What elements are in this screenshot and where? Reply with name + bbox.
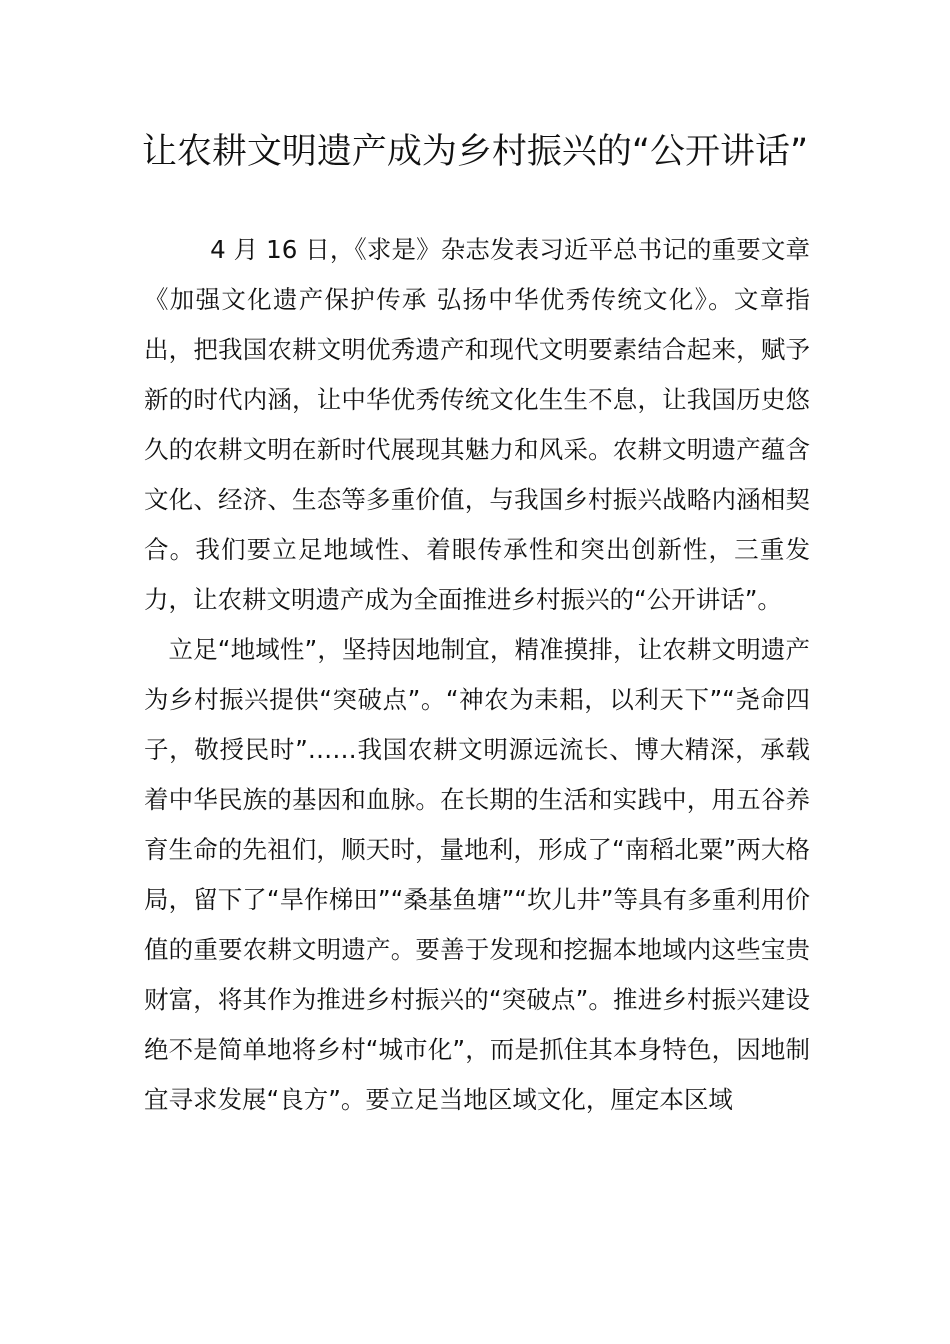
paragraph-regionality: 立足“地域性”，坚持因地制宜，精准摸排，让农耕文明遗产为乡村振兴提供“突破点”。“神农为耒耜，以利天下”“尧命四子，敬授民时”……我国农耕文明源远流长、博大精深，承载着中华民族的基因和血脉。在长期的生活和实践中，用五谷养育生命的先祖们，顺天时，量地利，形成了“南稻北粟”两大格局，留下了“旱作梯田”“桑基鱼塘”“坎儿井”等具有多重利用价值的重要农耕文明遗产。要善于发现和挖掘本地域内这些宝贵财富，将其作为推进乡村振兴的“突破点”。推进乡村振兴建设绝不是简单地将乡村“城市化”，而是抓住其本身特色，因地制宜寻求发展“良方”。要立足当地区域文化，厘定本区域 (144, 635, 810, 1114)
document-title: 让农耕文明遗产成为乡村振兴的“公开讲话” (141, 132, 809, 172)
paragraph-intro: 4 月 16 日，《求是》杂志发表习近平总书记的重要文章《加强文化遗产保护传承 弘扬中华优秀传统文化》。文章指出，把我国农耕文明优秀遗产和现代文明要素结合起来，赋予新的时代内涵，让中华优秀传统文化生生不息，让我国历史悠久的农耕文明在新时代展现其魅力和风采。农耕文明遗产蕴含文化、经济、生态等多重价值，与我国乡村振兴战略内涵相契合。我们要立足地域性、着眼传承性和突出创新性，三重发力，让农耕文明遗产成为全面推进乡村振兴的“公开讲话”。 (144, 235, 810, 614)
document-body (144, 225, 810, 1125)
